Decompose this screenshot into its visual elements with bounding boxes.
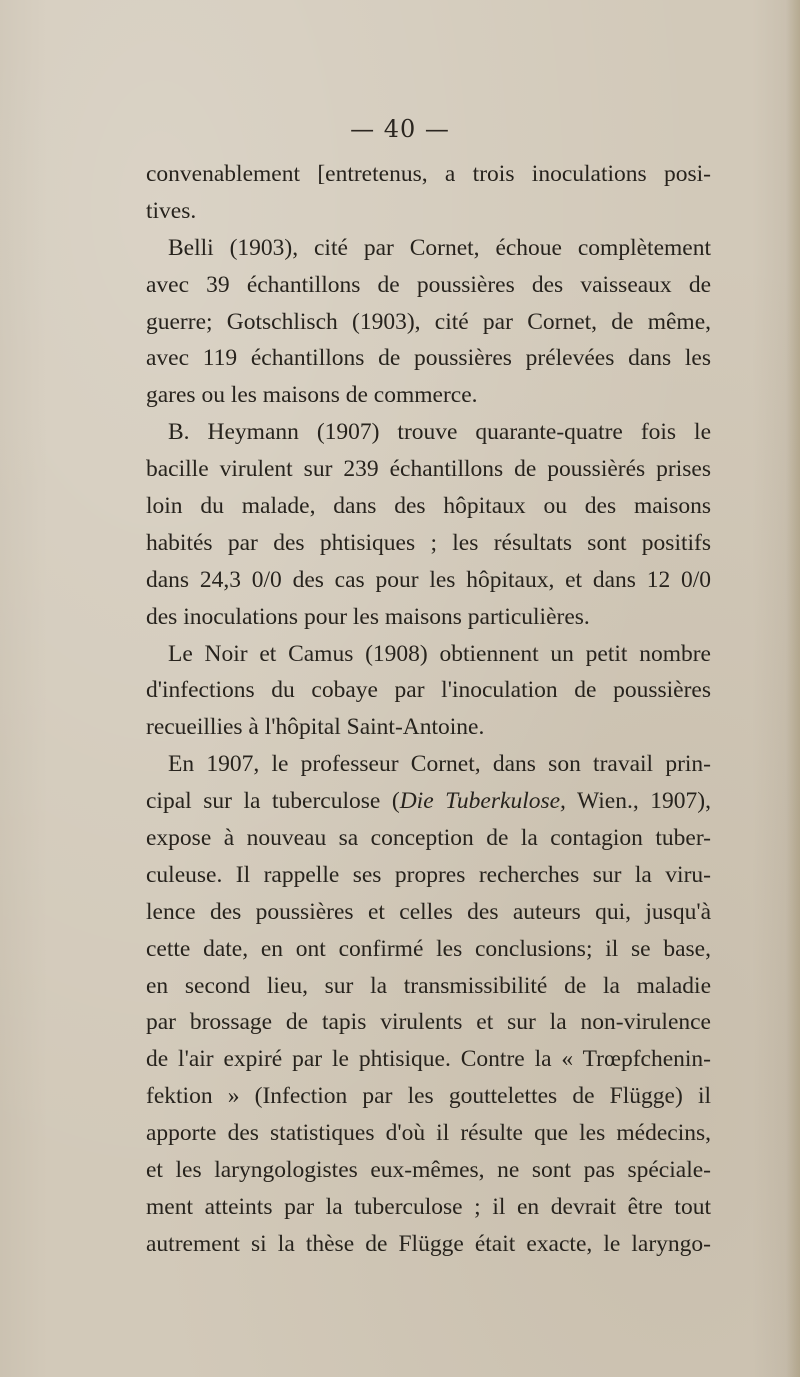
text-line: Belli (1903), cité par Cornet, échoue complètement [168,234,711,261]
text-line: ment atteints par la tuberculose ; il en devrait être tout [146,1193,711,1220]
text-line: apporte des statistiques d'où il résulte que les médecins, [146,1120,711,1147]
page-number: — 40 — [350,115,450,143]
text-line: et les laryngologistes eux-mêmes, ne sont pas spéciale- [146,1157,711,1184]
text-line: gares ou les maisons de commerce. [146,382,478,409]
text-line: avec 39 échantillons de poussières des vaisseaux de [146,271,711,298]
text-line: en second lieu, sur la transmissibilité de la maladie [146,972,711,999]
text-line: des inoculations pour les maisons particulières. [146,603,590,630]
text-line-with-citation [146,783,711,820]
text-line: bacille virulent sur 239 échantillons de poussièrés prises [146,456,711,483]
text-line: autrement si la thèse de Flügge était exacte, le laryngo- [146,1230,711,1257]
text-line: recueillies à l'hôpital Saint-Antoine. [146,714,485,741]
text-line: par brossage de tapis virulents et sur la non-virulence [146,1009,711,1036]
body-text [146,156,711,1263]
text-line: guerre; Gotschlisch (1903), cité par Cornet, de même, [146,308,711,335]
text-line: tives. [146,197,197,224]
text-line: avec 119 échantillons de poussières prélevées dans les [146,345,711,372]
line-text-before: cipal sur la tuberculose ( [146,788,400,815]
page-edge-shadow [786,0,800,1377]
text-line: Le Noir et Camus (1908) obtiennent un petit nombre [168,640,711,667]
text-line: de l'air expiré par le phtisique. Contre la « Trœpfchenin- [146,1046,711,1073]
text-line: d'infections du cobaye par l'inoculation de poussières [146,677,711,704]
text-line: En 1907, le professeur Cornet, dans son travail prin- [168,751,711,778]
text-line: convenablement [entretenus, a trois inoculations posi- [146,161,711,187]
text-line: dans 24,3 0/0 des cas pour les hôpitaux, et dans 12 0/0 [146,566,711,593]
line-text-after: Wien., 1907), [565,788,711,815]
text-line: cette date, en ont confirmé les conclusions; il se base, [146,935,711,962]
text-line: B. Heymann (1907) trouve quarante-quatre fois le [168,419,711,446]
text-line: expose à nouveau sa conception de la contagion tuber- [146,825,711,852]
text-line: lence des poussières et celles des auteurs qui, jusqu'à [146,898,711,925]
book-title-italic: Die Tuberkulose, [399,788,566,815]
text-line: culeuse. Il rappelle ses propres recherches sur la viru- [146,861,711,888]
text-line: fektion » (Infection par les gouttelettes de Flügge) il [146,1083,711,1110]
text-line: habités par des phtisiques ; les résultats sont positifs [146,529,711,556]
text-line: loin du malade, dans des hôpitaux ou des maisons [146,493,711,520]
